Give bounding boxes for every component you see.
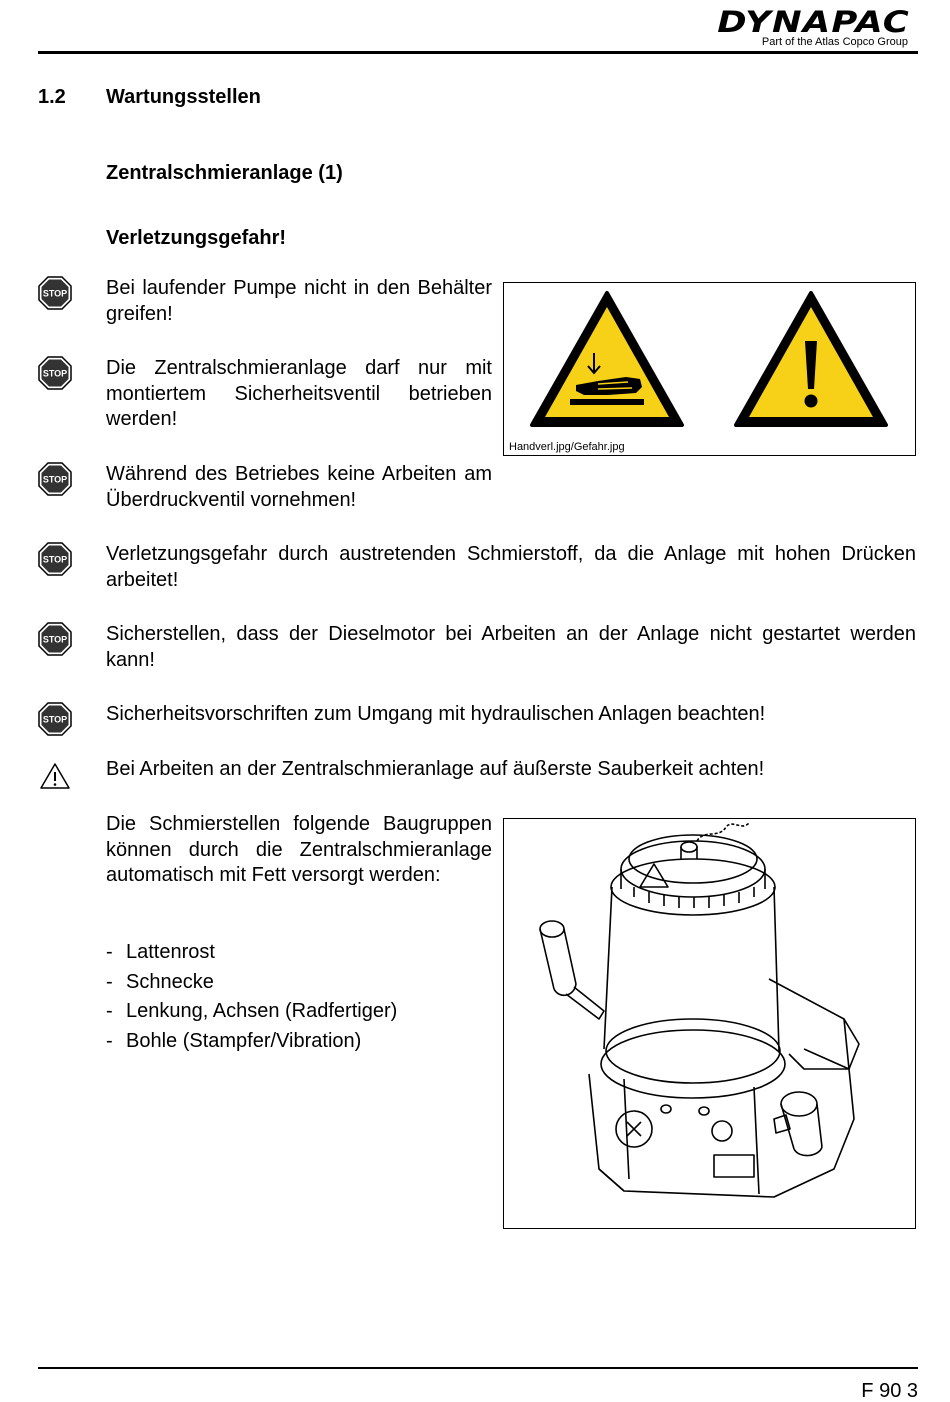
svg-text:STOP: STOP	[42, 474, 68, 485]
lubrication-pump-drawing	[504, 819, 916, 1229]
logo-wordmark: DYNAPAC	[717, 5, 910, 39]
svg-text:STOP: STOP	[42, 554, 68, 565]
header-rule	[38, 51, 918, 54]
warning-triangle-icon	[39, 762, 71, 790]
warning-text-4: Verletzungsgefahr durch austretenden Schmierstoff, da die Anlage mit hohen Drücken arbeitet!	[106, 543, 916, 591]
svg-text:STOP: STOP	[42, 368, 68, 379]
figure-caption: Handverl.jpg/Gefahr.jpg	[509, 441, 625, 453]
list-item: - Schnecke	[106, 970, 214, 993]
warning-text-6: Sicherheitsvorschriften zum Umgang mit hydraulischen Anlagen beachten!	[106, 703, 766, 725]
company-logo	[680, 4, 910, 48]
section-title: Wartungsstellen	[106, 86, 261, 108]
stop-sign-icon	[38, 542, 72, 576]
svg-text:STOP: STOP	[42, 714, 68, 725]
svg-text:STOP: STOP	[42, 634, 68, 645]
logo-subtitle: Part of the Atlas Copco Group	[761, 36, 908, 48]
stop-sign-icon	[38, 356, 72, 390]
intro-paragraph: Die Schmierstellen folgende Baugruppen können durch die Zentralschmieranlage automatisch mit Fett versorgt werden:	[106, 813, 492, 886]
assembly-list	[106, 938, 397, 1056]
general-warning-icon	[732, 289, 890, 429]
list-item: - Lenkung, Achsen (Radfertiger)	[106, 1000, 398, 1022]
list-item: - Lattenrost	[106, 941, 215, 963]
warning-signs-figure	[503, 282, 916, 456]
footer-rule	[38, 1367, 918, 1369]
lubrication-pump-figure	[503, 818, 916, 1229]
warning-text-7: Bei Arbeiten an der Zentralschmieranlage auf äußerste Sauberkeit achten!	[106, 758, 765, 780]
warning-text-5: Sicherstellen, dass der Dieselmotor bei Arbeiten an der Anlage nicht gestartet werden kann!	[106, 623, 916, 671]
section-number: 1.2	[38, 86, 66, 108]
stop-sign-icon	[38, 702, 72, 736]
svg-text:STOP: STOP	[42, 288, 68, 299]
stop-sign-icon	[38, 462, 72, 496]
warning-text-2: Die Zentralschmieranlage darf nur mit montiertem Sicherheitsventil betrieben werden!	[106, 357, 492, 430]
warning-text-3: Während des Betriebes keine Arbeiten am Überdruckventil vornehmen!	[106, 463, 492, 511]
list-item: - Bohle (Stampfer/Vibration)	[106, 1029, 362, 1052]
stop-sign-icon	[38, 622, 72, 656]
subsection-title: Zentralschmieranlage (1)	[106, 162, 343, 184]
danger-heading: Verletzungsgefahr!	[106, 227, 287, 249]
hand-crush-warning-icon	[528, 289, 686, 429]
warning-text-1: Bei laufender Pumpe nicht in den Behälter greifen!	[106, 277, 492, 325]
stop-sign-icon	[38, 276, 72, 310]
page-number: F 90 3	[861, 1380, 918, 1402]
